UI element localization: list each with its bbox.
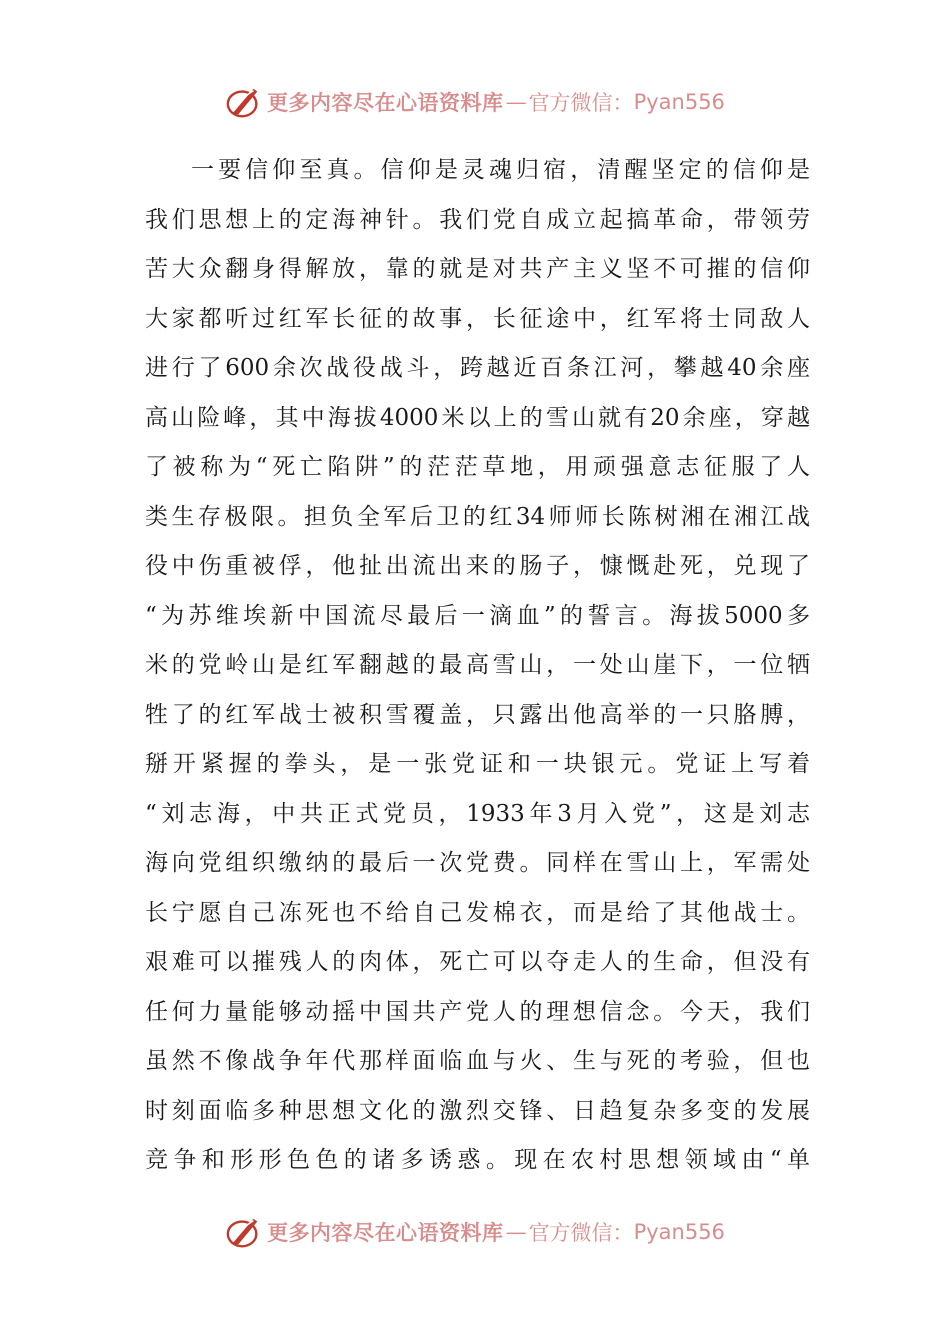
text-line: 长宁愿自己冻死也不给自己发棉衣，而是给了其他战士。 xyxy=(145,899,810,926)
text-line: 时刻面临多种思想文化的激烈交锋、日趋复杂多变的发展 xyxy=(145,1097,810,1124)
text-line: 一要信仰至真。信仰是灵魂归宿，清醒坚定的信仰是 xyxy=(191,157,810,183)
text-line: “刘志海，中共正式党员，1933年3月入党”，这是刘志 xyxy=(145,800,810,827)
quill-logo-icon xyxy=(225,83,263,121)
text-line: 高山险峰，其中海拔4000米以上的雪山就有20余座，穿越 xyxy=(145,404,810,431)
banner-separator: — xyxy=(505,90,527,114)
banner-brand: 更多内容尽在心语资料库 xyxy=(267,90,504,115)
text-line: 苦大众翻身得解放，靠的就是对共产主义坚不可摧的信仰 xyxy=(145,256,810,282)
text-line: 海向党组织缴纳的最后一次党费。同样在雪山上，军需处 xyxy=(145,850,810,876)
banner-wechat-label: 官方微信： xyxy=(528,91,634,115)
text-line: 虽然不像战争年代那样面临血与火、生与死的考验，但也 xyxy=(145,1048,810,1074)
text-line: 役中伤重被俘，他扯出流出来的肠子，慷慨赴死，兑现了 xyxy=(145,553,810,579)
banner-wechat-id: Pyan556 xyxy=(633,90,725,114)
quill-logo-icon xyxy=(225,1213,263,1251)
footer-banner xyxy=(0,1210,950,1254)
text-line: 艰难可以摧残人的肉体，死亡可以夺走人的生命，但没有 xyxy=(145,949,810,975)
body-text xyxy=(145,146,810,1186)
banner-wechat-id: Pyan556 xyxy=(633,1220,725,1244)
banner-brand: 更多内容尽在心语资料库 xyxy=(267,1220,504,1245)
text-line: 米的党岭山是红军翻越的最高雪山，一处山崖下，一位牺 xyxy=(145,652,810,678)
text-line: 掰开紧握的拳头，是一张党证和一块银元。党证上写着 xyxy=(145,751,810,777)
text-line: 任何力量能够动摇中国共产党人的理想信念。今天，我们 xyxy=(145,998,810,1025)
text-line: 牲了的红军战士被积雪覆盖，只露出他高举的一只胳膊， xyxy=(145,701,810,728)
text-line: 进行了600余次战役战斗，跨越近百条江河，攀越40余座 xyxy=(145,355,810,381)
text-line: 类生存极限。担负全军后卫的红34师师长陈树湘在湘江战 xyxy=(145,503,810,530)
banner-separator: — xyxy=(505,1220,527,1244)
header-banner xyxy=(0,80,950,124)
text-line: 我们思想上的定海神针。我们党自成立起搞革命，带领劳 xyxy=(145,206,810,233)
text-line: 大家都听过红军长征的故事，长征途中，红军将士同敌人 xyxy=(145,305,810,332)
text-line: 了被称为“死亡陷阱”的茫茫草地，用顽强意志征服了人 xyxy=(145,454,810,480)
text-line: “为苏维埃新中国流尽最后一滴血”的誓言。海拔5000多 xyxy=(145,602,810,629)
banner-wechat-label: 官方微信： xyxy=(528,1221,634,1245)
text-line: 竞争和形形色色的诸多诱惑。现在农村思想领域由“单 xyxy=(145,1147,810,1173)
